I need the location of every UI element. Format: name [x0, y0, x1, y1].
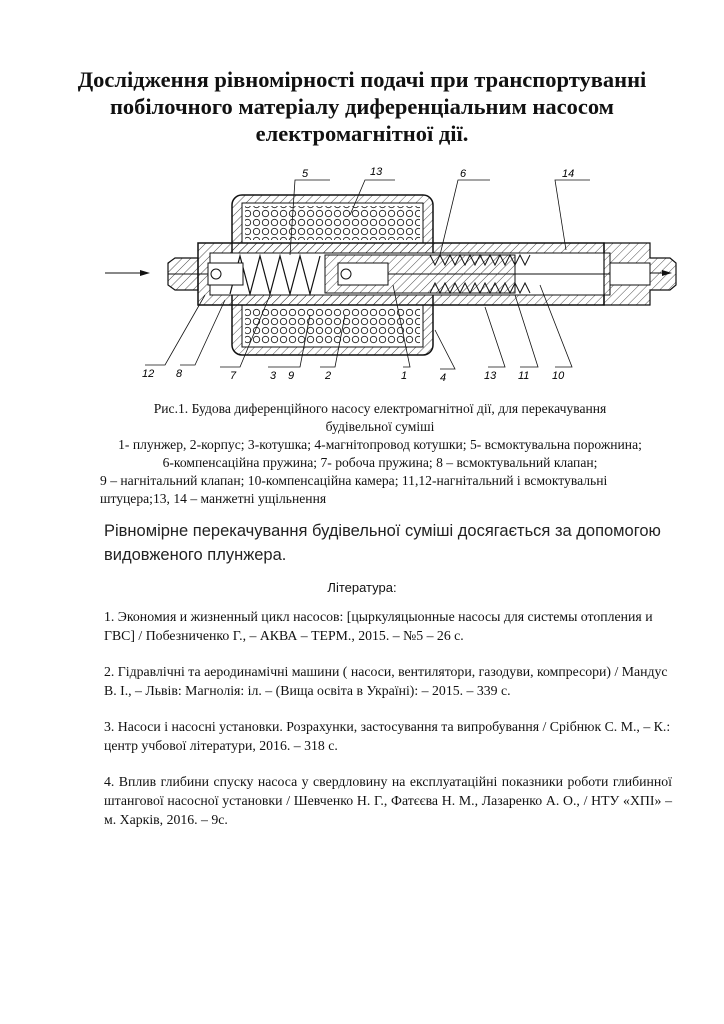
caption-line: 9 – нагнітальний клапан; 10-компенсаційна камера; 11,12-нагнітальний і всмоктувальні [100, 473, 608, 488]
figure-caption [100, 400, 660, 508]
part-label: 9 [288, 370, 295, 382]
part-label: 12 [142, 368, 155, 380]
title-line: Дослідження рівномірності подачі при транспортуванні [77, 67, 647, 92]
reference-item: 3. Насоси і насосні установки. Розрахунки, застосування та випробування / Срібнюк С. М., – К.: центр учбової літератури, 2016. – 318 с. [104, 719, 671, 753]
caption-line: будівельної суміші [325, 419, 435, 434]
part-label: 14 [562, 168, 575, 180]
part-label: 6 [460, 168, 467, 180]
caption-line: штуцера;13, 14 – манжетні ущільнення [100, 491, 327, 506]
pump-cross-section-drawing [90, 155, 680, 385]
reference-item: 2. Гідравлічні та аеродинамічні машини ( насоси, вентилятори, газодуви, компресори) / Мандус В. І., – Львів: Магнолія: іл. – (Вища освіта в Україні): – 2015. – 339 с. [104, 664, 668, 698]
body-paragraph: Рівномірне перекачування будівельної суміші досягається за допомогою видовженого плунжера. [104, 522, 661, 564]
reference-item: 4. Вплив глибини спуску насоса у свердловину на експлуатаційні показники роботи глибинної штангової насосної установки / Шевченко Н. Г., Фатєєва Н. М., Лазаренко А. О., / НТУ «ХПІ» – м. Харків, 2016. – 9с. [104, 774, 672, 827]
part-label: 4 [440, 372, 447, 384]
literature-heading: Література: [327, 580, 397, 595]
part-label: 7 [230, 370, 237, 382]
document-title [60, 66, 664, 147]
caption-line: 6-компенсаційна пружина; 7- робоча пружина; 8 – всмоктувальний клапан; [162, 455, 598, 470]
caption-line: Рис.1. Будова диференційного насосу електромагнітної дії, для перекачування [153, 401, 607, 416]
inlet-arrow-icon [105, 270, 150, 276]
part-label: 3 [270, 370, 277, 382]
caption-line: 1- плунжер, 2-корпус; 3-котушка; 4-магнітопровод котушки; 5- всмоктувальна порожнина; [118, 437, 642, 452]
part-label: 2 [325, 370, 332, 382]
part-label: 13 [484, 370, 497, 382]
part-label: 13 [370, 166, 383, 178]
title-line: побілочного матеріалу диференціальним насосом [109, 94, 615, 119]
part-label: 10 [552, 370, 565, 382]
reference-list [104, 607, 672, 846]
part-label: 1 [401, 370, 408, 382]
part-label: 11 [518, 370, 530, 382]
reference-item: 1. Экономия и жизненный цикл насосов: [цыркуляцыонные насосы для системы отопления и ГВС] / Побезниченко Г., – АКВА – ТЕРМ., 2015. – №5 – 26 с. [104, 609, 653, 643]
part-label: 8 [176, 368, 183, 380]
title-line: електромагнітної дії. [255, 121, 469, 146]
part-label: 5 [302, 168, 309, 180]
